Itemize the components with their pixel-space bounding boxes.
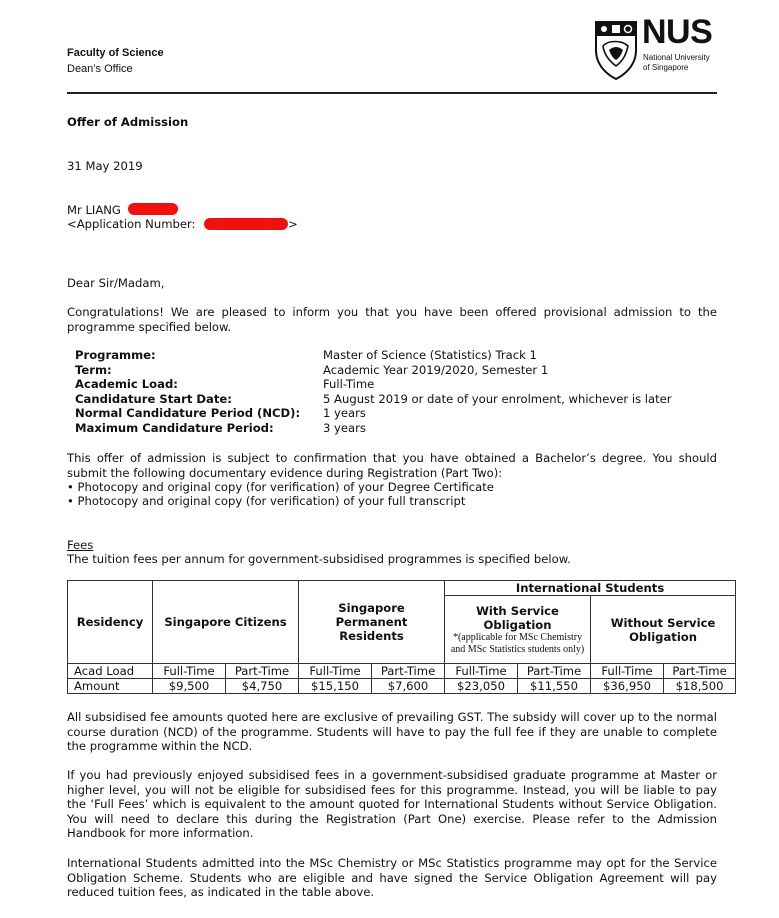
pr-header: Singapore Permanent Residents (299, 581, 445, 664)
gst-paragraph: All subsidised fee amounts quoted here are exclusive of prevailing GST. The subsidy will cover up to the normal course duration (NCD) of the programme. Students will have to pay the full fee if they are unable to complete the programme within the NCD. (67, 710, 717, 754)
amount-cell: $15,150 (299, 679, 372, 694)
fees-intro: The tuition fees per annum for government-subsidised programmes is specified below. (67, 552, 571, 566)
start-date-value: 5 August 2019 or date of your enrolment, whichever is later (323, 392, 672, 406)
salutation: Dear Sir/Madam, (67, 276, 165, 290)
programme-label: Programme: (75, 348, 156, 362)
condition-item: • Photocopy and original copy (for verification) of your Degree Certificate (67, 480, 494, 494)
letter-title: Offer of Admission (67, 115, 189, 129)
service-obligation-note: *(applicable for MSc Chemistry and MSc Statistics students only) (450, 631, 585, 655)
academic-load-label: Academic Load: (75, 377, 178, 391)
load-cell: Part-Time (372, 664, 445, 679)
application-number-end: > (288, 217, 298, 231)
amount-cell: $18,500 (664, 679, 736, 694)
amount-cell: $9,500 (153, 679, 226, 694)
congratulations-paragraph: Congratulations! We are pleased to inform you that you have been offered provisional admission to the programme specified below. (67, 305, 717, 334)
application-number-label: <Application Number: (67, 217, 196, 231)
logo-subtitle-1: National University (643, 53, 710, 62)
previous-subsidy-paragraph: If you had previously enjoyed subsidised fees in a government-subsidised graduate programme at Master or higher level, you will not be eligible for subsidised fees for this programme. Instead, you will be liable to pay the ‘Full Fees’ which is equivalent to the amount quoted for International Students without Service Obligation. You will need to declare this during the Registration (Part One) exercise. Please refer to the Admission Handbook for more information. (67, 768, 717, 841)
load-cell: Part-Time (518, 664, 591, 679)
load-cell: Part-Time (664, 664, 736, 679)
amount-cell: $11,550 (518, 679, 591, 694)
logo-subtitle-2: of Singapore (643, 63, 689, 72)
nus-crest-icon (594, 20, 638, 80)
term-label: Term: (75, 363, 112, 377)
faculty-name: Faculty of Science (67, 47, 164, 59)
fees-table (67, 580, 736, 694)
fees-heading: Fees (67, 538, 94, 552)
programme-value: Master of Science (Statistics) Track 1 (323, 348, 537, 362)
academic-load-value: Full-Time (323, 377, 375, 391)
amount-cell: $4,750 (226, 679, 299, 694)
residency-header: Residency (68, 581, 153, 664)
header-divider (67, 92, 717, 94)
citizens-header: Singapore Citizens (153, 581, 299, 664)
start-date-label: Candidature Start Date: (75, 392, 232, 406)
condition-item: • Photocopy and original copy (for verification) of your full transcript (67, 494, 466, 508)
load-cell: Full-Time (445, 664, 518, 679)
redaction-mark (204, 218, 288, 230)
with-service-obligation-header (445, 596, 591, 664)
amount-cell: $7,600 (372, 679, 445, 694)
max-candidature-value: 3 years (323, 421, 366, 435)
without-service-obligation-header: Without Service Obligation (591, 596, 736, 664)
ncd-label: Normal Candidature Period (NCD): (75, 406, 301, 420)
office-name: Dean’s Office (67, 63, 133, 75)
international-students-paragraph: International Students admitted into the MSc Chemistry or MSc Statistics programme may opt for the Service Obligation Scheme. Students who are eligible and have signed the Service Obligation Agreement will pay reduced tuition fees, as indicated in the table above. (67, 856, 717, 900)
load-cell: Part-Time (226, 664, 299, 679)
with-service-obligation-label: With Service Obligation (476, 603, 559, 632)
nus-logo (594, 13, 724, 80)
amount-cell: $23,050 (445, 679, 518, 694)
international-students-header: International Students (445, 581, 736, 596)
max-candidature-label: Maximum Candidature Period: (75, 421, 274, 435)
load-cell: Full-Time (591, 664, 664, 679)
letter-date: 31 May 2019 (67, 159, 143, 173)
redaction-mark (128, 203, 178, 215)
term-value: Academic Year 2019/2020, Semester 1 (323, 363, 549, 377)
amount-label: Amount (68, 679, 153, 694)
ncd-value: 1 years (323, 406, 366, 420)
acad-load-label: Acad Load (68, 664, 153, 679)
conditions-paragraph: This offer of admission is subject to confirmation that you have obtained a Bachelor’s degree. You should submit the following documentary evidence during Registration (Part Two): (67, 451, 717, 480)
load-cell: Full-Time (153, 664, 226, 679)
recipient-name: Mr LIANG (67, 203, 121, 217)
amount-cell: $36,950 (591, 679, 664, 694)
logo-wordmark: NUS (642, 13, 713, 51)
load-cell: Full-Time (299, 664, 372, 679)
